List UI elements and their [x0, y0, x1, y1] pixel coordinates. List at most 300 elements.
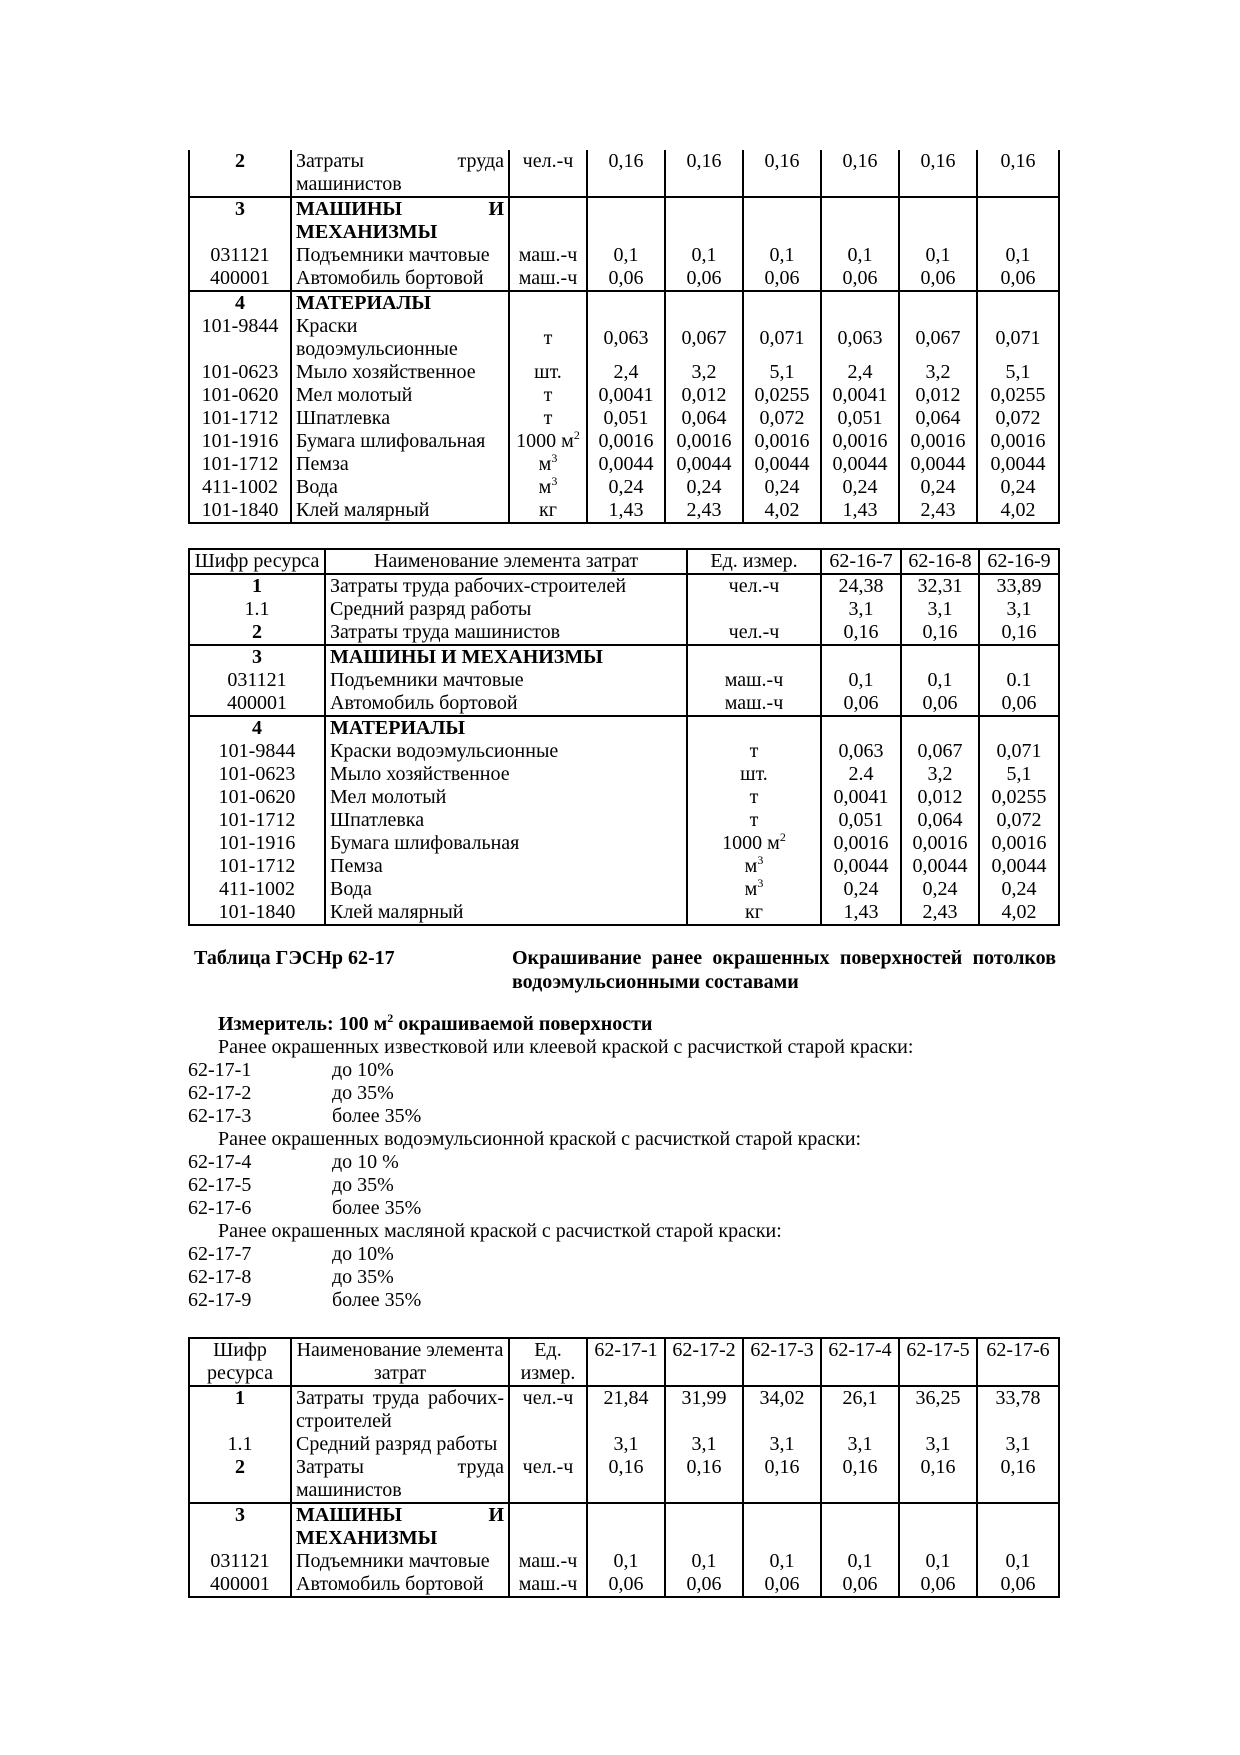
norm-value: 0,16	[587, 150, 665, 197]
resource-code: 101-1916	[189, 430, 291, 453]
norm-value: 0,0041	[587, 384, 665, 407]
variant-code: 62-17-8	[188, 1266, 252, 1288]
unit	[509, 1573, 587, 1597]
resource-code: 031121	[189, 1550, 291, 1573]
table-row	[189, 1573, 1059, 1597]
resource-code: 400001	[189, 692, 325, 716]
norm-value: 0,16	[665, 150, 743, 197]
norm-value: 5,1	[977, 361, 1059, 384]
norm-value: 0,24	[665, 476, 743, 499]
table-title: Окрашивание ранее окрашенных поверхностей потолков водоэмульсионными составами	[512, 947, 1056, 993]
cost-element-name: Бумага шлифовальная	[325, 832, 687, 855]
norm-value: 2,4	[587, 361, 665, 384]
norm-value	[743, 1503, 821, 1550]
table-row	[189, 407, 1059, 430]
norm-value: 0,0044	[977, 453, 1059, 476]
unit	[687, 901, 821, 925]
resource-code: 2	[189, 1456, 291, 1503]
norm-value	[665, 197, 743, 244]
resource-code: 101-1712	[189, 809, 325, 832]
unit-exponent: 3	[551, 474, 558, 488]
norm-value: 0,1	[899, 244, 977, 267]
table-row	[189, 1433, 1059, 1456]
table-row	[189, 1550, 1059, 1573]
table-row	[189, 901, 1059, 925]
norm-value: 0,16	[899, 150, 977, 197]
norm-value: 33,89	[979, 574, 1059, 598]
norm-value: 0,1	[901, 669, 979, 692]
cost-element-name: Мыло хозяйственное	[291, 361, 509, 384]
norm-value: 0,067	[901, 740, 979, 763]
cost-element-name: Бумага шлифовальная	[291, 430, 509, 453]
norm-value: 0,24	[821, 878, 901, 901]
header-cell: Ед. измер.	[687, 549, 821, 574]
resource-code: 411-1002	[189, 476, 291, 499]
table-row	[189, 197, 1059, 244]
norm-value: 0,0044	[821, 453, 899, 476]
table-row	[189, 476, 1059, 499]
resource-code: 400001	[189, 1573, 291, 1597]
variant-code: 62-17-3	[188, 1105, 252, 1127]
resource-code: 031121	[189, 669, 325, 692]
unit	[509, 291, 587, 315]
norm-value	[821, 1503, 899, 1550]
norm-value: 0,0016	[977, 430, 1059, 453]
norm-value: 0,051	[587, 407, 665, 430]
cost-element-name: Автомобиль бортовой	[291, 1573, 509, 1597]
unit	[687, 855, 821, 878]
table-row	[189, 740, 1059, 763]
norm-value: 0,16	[899, 1456, 977, 1503]
resource-table-62-16-7-9	[188, 548, 1060, 926]
norm-value	[665, 291, 743, 315]
resource-code: 4	[189, 716, 325, 740]
unit-text: шт.	[534, 361, 562, 383]
variant-text: до 35%	[332, 1174, 394, 1196]
norm-value: 0,063	[821, 315, 899, 361]
norm-value	[821, 716, 901, 740]
unit	[687, 716, 821, 740]
norm-value: 0,012	[899, 384, 977, 407]
variant-text: более 35%	[332, 1289, 422, 1311]
cost-element-name: Средний разряд работы	[325, 598, 687, 621]
cost-element-name: Затраты труда машинистов	[291, 150, 509, 197]
resource-code: 1	[189, 574, 325, 598]
resource-code: 1.1	[189, 1433, 291, 1456]
variant-code: 62-17-5	[188, 1174, 252, 1196]
variant-text: до 10%	[332, 1243, 394, 1265]
header-cell: Шифр ресурса	[189, 549, 325, 574]
resource-code: 101-9844	[189, 315, 291, 361]
header-cell: 62-17-1	[587, 1338, 665, 1386]
unit	[509, 1386, 587, 1433]
table-row	[189, 669, 1059, 692]
norm-value: 0,06	[665, 1573, 743, 1597]
norm-value: 0,1	[743, 1550, 821, 1573]
norm-value: 4,02	[977, 499, 1059, 523]
variant-code: 62-17-1	[188, 1059, 252, 1081]
norm-value	[587, 197, 665, 244]
unit	[509, 499, 587, 523]
table-row	[189, 878, 1059, 901]
norm-value: 2,43	[665, 499, 743, 523]
norm-value: 0,0016	[743, 430, 821, 453]
norm-value: 36,25	[899, 1386, 977, 1433]
unit-text: маш.-ч	[724, 669, 784, 691]
cost-element-name: Пемза	[291, 453, 509, 476]
unit-text: м	[538, 476, 552, 498]
norm-value: 0,063	[587, 315, 665, 361]
variant-group-intro: Ранее окрашенных водоэмульсионной краской с расчисткой старой краски:	[218, 1128, 862, 1150]
norm-value: 0,0016	[901, 832, 979, 855]
unit	[509, 430, 587, 453]
norm-value	[901, 716, 979, 740]
norm-value: 0,067	[899, 315, 977, 361]
header-cell: Наименование элемента затрат	[325, 549, 687, 574]
norm-value: 0.1	[979, 669, 1059, 692]
unit	[687, 598, 821, 621]
unit	[687, 669, 821, 692]
norm-value: 0,063	[821, 740, 901, 763]
resource-code: 101-0623	[189, 763, 325, 786]
unit	[509, 407, 587, 430]
norm-value: 0,06	[979, 692, 1059, 716]
header-cell: Шифр ресурса	[189, 1338, 291, 1386]
cost-element-name: Автомобиль бортовой	[325, 692, 687, 716]
unit	[509, 361, 587, 384]
header-cell: 62-17-2	[665, 1338, 743, 1386]
norm-value: 0,071	[977, 315, 1059, 361]
norm-value	[821, 197, 899, 244]
norm-value: 1,43	[821, 901, 901, 925]
cost-element-name: МАТЕРИАЛЫ	[291, 291, 509, 315]
unit	[509, 1433, 587, 1456]
table-row	[189, 315, 1059, 361]
norm-value: 3,2	[665, 361, 743, 384]
unit-text: кг	[539, 499, 557, 521]
resource-code: 1	[189, 1386, 291, 1433]
norm-value: 3,1	[821, 1433, 899, 1456]
norm-value: 0,0044	[743, 453, 821, 476]
variant-code: 62-17-6	[188, 1197, 252, 1219]
norm-value	[979, 645, 1059, 669]
work-variants	[188, 1036, 1058, 1312]
table-row	[189, 621, 1059, 645]
resource-code: 101-0620	[189, 384, 291, 407]
unit-text: 1000 м	[722, 832, 780, 854]
norm-value: 34,02	[743, 1386, 821, 1433]
norm-value	[899, 197, 977, 244]
norm-value: 0,16	[587, 1456, 665, 1503]
norm-value: 0,16	[977, 1456, 1059, 1503]
resource-code: 411-1002	[189, 878, 325, 901]
cost-element-name: МАШИНЫ И МЕХАНИЗМЫ	[325, 645, 687, 669]
table-row	[189, 809, 1059, 832]
variant-text: более 35%	[332, 1105, 422, 1127]
header-cell: 62-16-8	[901, 549, 979, 574]
table-row	[189, 244, 1059, 267]
variant-text: до 10%	[332, 1059, 394, 1081]
variant-code: 62-17-4	[188, 1151, 252, 1173]
cost-element-name: Краски водоэмульсионные	[325, 740, 687, 763]
unit-text: маш.-ч	[518, 1550, 578, 1572]
cost-element-name: МАШИНЫ И МЕХАНИЗМЫ	[291, 1503, 509, 1550]
norm-value: 0,06	[977, 1573, 1059, 1597]
variant-text: до 35%	[332, 1082, 394, 1104]
norm-value	[899, 291, 977, 315]
cost-element-name: Шпатлевка	[291, 407, 509, 430]
table-row	[189, 832, 1059, 855]
unit-text: м	[744, 878, 758, 900]
cost-element-name: Вода	[291, 476, 509, 499]
norm-value: 0,0255	[743, 384, 821, 407]
unit-exponent: 2	[573, 428, 580, 442]
norm-value: 0,16	[979, 621, 1059, 645]
norm-value: 0,1	[977, 1550, 1059, 1573]
norm-value: 0,16	[821, 1456, 899, 1503]
resource-code: 101-1840	[189, 901, 325, 925]
norm-value: 0,0255	[977, 384, 1059, 407]
table-row	[189, 645, 1059, 669]
norm-value: 24,38	[821, 574, 901, 598]
cost-element-name: Мел молотый	[325, 786, 687, 809]
norm-value: 3,1	[979, 598, 1059, 621]
unit-text: чел.-ч	[728, 575, 780, 597]
norm-value: 3,1	[665, 1433, 743, 1456]
norm-value: 0,24	[977, 476, 1059, 499]
table-row	[189, 786, 1059, 809]
cost-element-name: Затраты труда машинистов	[325, 621, 687, 645]
unit	[509, 267, 587, 291]
table-row	[189, 692, 1059, 716]
norm-value: 0,1	[587, 244, 665, 267]
cost-element-name: Затраты труда машинистов	[291, 1456, 509, 1503]
unit	[509, 244, 587, 267]
norm-value: 0,16	[665, 1456, 743, 1503]
table-description	[188, 1013, 1058, 1312]
norm-value: 0,0044	[901, 855, 979, 878]
norm-value: 0,0044	[587, 453, 665, 476]
norm-value	[821, 645, 901, 669]
norm-value: 0,16	[821, 621, 901, 645]
resource-code: 101-1916	[189, 832, 325, 855]
norm-value: 0,1	[821, 669, 901, 692]
norm-value: 0,16	[743, 1456, 821, 1503]
norm-value: 0,06	[977, 267, 1059, 291]
norm-value: 0,1	[821, 1550, 899, 1573]
norm-value: 0,06	[743, 267, 821, 291]
norm-value: 0,0255	[979, 786, 1059, 809]
table-row	[189, 574, 1059, 598]
header-row	[189, 1338, 1059, 1386]
norm-value: 2,43	[901, 901, 979, 925]
variant-line	[188, 1151, 1058, 1174]
variant-line	[188, 1289, 1058, 1312]
unit-text: чел.-ч	[522, 1456, 574, 1478]
norm-value: 0,072	[743, 407, 821, 430]
unit-text: м	[744, 855, 758, 877]
unit-text: маш.-ч	[518, 1573, 578, 1595]
table-row	[189, 361, 1059, 384]
resource-code: 3	[189, 1503, 291, 1550]
table-row	[189, 855, 1059, 878]
cost-element-name: Подъемники мачтовые	[325, 669, 687, 692]
cost-element-name: Автомобиль бортовой	[291, 267, 509, 291]
resource-code: 2	[189, 150, 291, 197]
unit	[687, 786, 821, 809]
unit	[687, 740, 821, 763]
norm-value: 0,1	[977, 244, 1059, 267]
cost-element-name: МАШИНЫ И МЕХАНИЗМЫ	[291, 197, 509, 244]
resource-code: 101-0623	[189, 361, 291, 384]
cost-element-name: Шпатлевка	[325, 809, 687, 832]
norm-value	[899, 1503, 977, 1550]
norm-value	[977, 291, 1059, 315]
variant-text: более 35%	[332, 1197, 422, 1219]
resource-code: 101-1712	[189, 453, 291, 476]
variant-group-intro: Ранее окрашенных масляной краской с расчисткой старой краски:	[218, 1220, 782, 1242]
norm-value: 2,4	[821, 361, 899, 384]
norm-value: 0,0044	[979, 855, 1059, 878]
unit	[509, 150, 587, 197]
header-cell: Наименование элемента затрат	[291, 1338, 509, 1386]
norm-value: 3,2	[901, 763, 979, 786]
table-row	[189, 763, 1059, 786]
norm-value: 3,1	[977, 1433, 1059, 1456]
norm-value	[977, 1503, 1059, 1550]
unit	[509, 453, 587, 476]
cost-element-name: Вода	[325, 878, 687, 901]
norm-value: 0,24	[743, 476, 821, 499]
unit-text: т	[749, 786, 759, 808]
norm-value: 0,012	[901, 786, 979, 809]
resource-code: 4	[189, 291, 291, 315]
norm-value: 0,0016	[899, 430, 977, 453]
variant-code: 62-17-9	[188, 1289, 252, 1311]
norm-value: 0,24	[901, 878, 979, 901]
unit	[687, 692, 821, 716]
resource-code: 101-1840	[189, 499, 291, 523]
norm-value	[587, 1503, 665, 1550]
norm-value: 0,0016	[821, 832, 901, 855]
norm-value: 2.4	[821, 763, 901, 786]
norm-value: 0,0041	[821, 786, 901, 809]
variant-line	[188, 1082, 1058, 1105]
norm-value	[665, 1503, 743, 1550]
table-row	[189, 430, 1059, 453]
norm-value: 0,1	[821, 244, 899, 267]
norm-value: 26,1	[821, 1386, 899, 1433]
norm-value: 0,067	[665, 315, 743, 361]
norm-value: 0,064	[899, 407, 977, 430]
header-cell: 62-17-5	[899, 1338, 977, 1386]
norm-value: 0,071	[979, 740, 1059, 763]
variant-line	[188, 1266, 1058, 1289]
header-cell: 62-17-6	[977, 1338, 1059, 1386]
variant-text: до 10 %	[332, 1151, 399, 1173]
norm-value: 31,99	[665, 1386, 743, 1433]
cost-element-name: Подъемники мачтовые	[291, 244, 509, 267]
variant-text: до 35%	[332, 1266, 394, 1288]
norm-value: 0,071	[743, 315, 821, 361]
norm-value: 0,06	[665, 267, 743, 291]
norm-value: 0,051	[821, 809, 901, 832]
cost-element-name: Затраты труда рабочих-строителей	[291, 1386, 509, 1433]
norm-value: 3,1	[743, 1433, 821, 1456]
norm-value	[821, 291, 899, 315]
norm-value: 0,0016	[821, 430, 899, 453]
norm-value: 0,1	[665, 1550, 743, 1573]
unit	[509, 197, 587, 244]
norm-value: 0,06	[743, 1573, 821, 1597]
norm-value: 3,1	[901, 598, 979, 621]
unit-text: т	[543, 407, 553, 429]
resource-code: 3	[189, 645, 325, 669]
norm-value: 4,02	[979, 901, 1059, 925]
cost-element-name: Затраты труда рабочих-строителей	[325, 574, 687, 598]
unit-text: маш.-ч	[518, 267, 578, 289]
resource-code: 101-0620	[189, 786, 325, 809]
norm-value: 0,0044	[821, 855, 901, 878]
unit-exponent: 3	[757, 876, 764, 890]
unit	[687, 809, 821, 832]
norm-value: 0,06	[899, 1573, 977, 1597]
cost-element-name: Краски водоэмульсионные	[291, 315, 509, 361]
variant-line	[188, 1105, 1058, 1128]
norm-value: 0,24	[899, 476, 977, 499]
norm-value: 0,0016	[587, 430, 665, 453]
unit	[509, 1456, 587, 1503]
norm-value: 3,1	[821, 598, 901, 621]
norm-value: 33,78	[977, 1386, 1059, 1433]
variant-line	[188, 1174, 1058, 1197]
norm-value: 3,2	[899, 361, 977, 384]
cost-element-name: МАТЕРИАЛЫ	[325, 716, 687, 740]
unit	[509, 1550, 587, 1573]
unit-text: т	[749, 740, 759, 762]
table-row	[189, 291, 1059, 315]
norm-value: 1,43	[587, 499, 665, 523]
norm-value: 1,43	[821, 499, 899, 523]
norm-value: 3,1	[899, 1433, 977, 1456]
norm-value: 3,1	[587, 1433, 665, 1456]
variant-line	[188, 1197, 1058, 1220]
norm-value: 0,1	[587, 1550, 665, 1573]
norm-value	[587, 291, 665, 315]
unit	[509, 476, 587, 499]
norm-value: 0,06	[901, 692, 979, 716]
table-label: Таблица ГЭСНр 62-17	[194, 947, 395, 969]
unit-text: чел.-ч	[522, 1387, 574, 1409]
resource-code: 3	[189, 197, 291, 244]
resource-code: 101-1712	[189, 855, 325, 878]
unit	[509, 384, 587, 407]
norm-value: 0,16	[901, 621, 979, 645]
norm-value	[979, 716, 1059, 740]
cost-element-name: Клей малярный	[291, 499, 509, 523]
variant-line	[188, 1243, 1058, 1266]
norm-value: 0,06	[821, 692, 901, 716]
cost-element-name: Подъемники мачтовые	[291, 1550, 509, 1573]
unit	[687, 574, 821, 598]
norm-value: 0,16	[977, 150, 1059, 197]
norm-value	[977, 197, 1059, 244]
resource-table-62-16-continued	[188, 150, 1060, 524]
unit	[687, 763, 821, 786]
norm-value: 21,84	[587, 1386, 665, 1433]
resource-table-62-17	[188, 1337, 1060, 1598]
unit-text: т	[543, 326, 553, 349]
